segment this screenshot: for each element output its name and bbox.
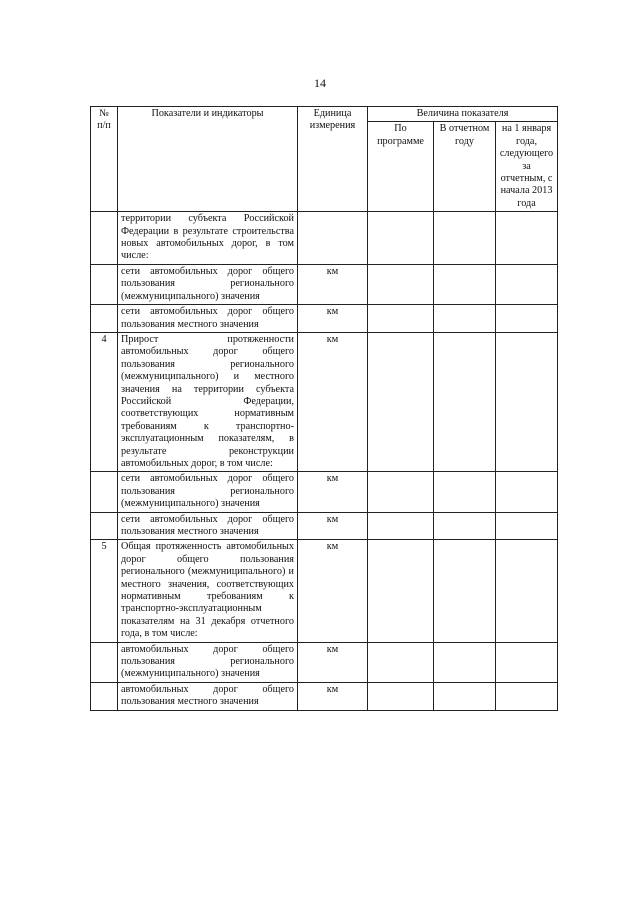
row-value-year — [434, 472, 496, 512]
table-row — [91, 472, 558, 512]
row-unit: км — [298, 642, 368, 682]
table-row — [91, 212, 558, 265]
row-indicator: сети автомобильных дорог общего пользования регионального (межмуниципального) значения — [118, 472, 298, 512]
row-value-program — [368, 682, 434, 710]
row-value-year — [434, 305, 496, 333]
row-unit: км — [298, 305, 368, 333]
table-row — [91, 642, 558, 682]
table-row — [91, 264, 558, 304]
row-indicator: автомобильных дорог общего пользования регионального (межмуниципального) значения — [118, 642, 298, 682]
table-row — [91, 540, 558, 642]
row-unit — [298, 212, 368, 265]
row-indicator: сети автомобильных дорог общего пользования местного значения — [118, 512, 298, 540]
row-number: 5 — [91, 540, 118, 642]
row-value-since — [496, 512, 558, 540]
row-value-since — [496, 540, 558, 642]
row-value-year — [434, 642, 496, 682]
row-value-since — [496, 212, 558, 265]
row-value-year — [434, 212, 496, 265]
row-unit: км — [298, 332, 368, 471]
row-unit: км — [298, 472, 368, 512]
row-indicator: территории субъекта Российской Федерации в результате строительства новых автомобильных дорог, в том числе: — [118, 212, 298, 265]
table-row — [91, 512, 558, 540]
row-unit: км — [298, 512, 368, 540]
row-number — [91, 212, 118, 265]
row-indicator: автомобильных дорог общего пользования местного значения — [118, 682, 298, 710]
row-indicator: сети автомобильных дорог общего пользования регионального (межмуниципального) значения — [118, 264, 298, 304]
table-row — [91, 682, 558, 710]
row-indicator: сети автомобильных дорог общего пользования местного значения — [118, 305, 298, 333]
row-unit: км — [298, 540, 368, 642]
row-value-year — [434, 332, 496, 471]
row-number — [91, 512, 118, 540]
row-value-program — [368, 264, 434, 304]
row-value-program — [368, 512, 434, 540]
row-value-year — [434, 540, 496, 642]
row-value-since — [496, 305, 558, 333]
row-value-year — [434, 682, 496, 710]
row-indicator: Общая протяженность автомобильных дорог общего пользования регионального (межмуниципального) и местного значения, соответствующих нормативным требованиям к транспортно-эксплуатационным показателям на 31 декабря отчетного года, в том числе: — [118, 540, 298, 642]
row-number — [91, 642, 118, 682]
table-row — [91, 305, 558, 333]
row-value-program — [368, 540, 434, 642]
row-value-since — [496, 264, 558, 304]
row-number: 4 — [91, 332, 118, 471]
page-number: 14 — [314, 76, 326, 90]
row-unit: км — [298, 264, 368, 304]
row-value-program — [368, 332, 434, 471]
row-value-since — [496, 332, 558, 471]
row-value-program — [368, 305, 434, 333]
header-in-year: В отчетном году — [434, 122, 496, 212]
row-number — [91, 472, 118, 512]
row-number — [91, 264, 118, 304]
row-value-since — [496, 642, 558, 682]
header-unit: Единица измерения — [298, 107, 368, 212]
header-num: № п/п — [91, 107, 118, 212]
row-number — [91, 305, 118, 333]
row-unit: км — [298, 682, 368, 710]
indicators-table — [90, 106, 558, 711]
header-since: на 1 января года, следующего за отчетным, с начала 2013 года — [496, 122, 558, 212]
row-value-program — [368, 472, 434, 512]
header-by-program: По программе — [368, 122, 434, 212]
row-value-year — [434, 264, 496, 304]
row-value-since — [496, 472, 558, 512]
row-indicator: Прирост протяженности автомобильных дорог общего пользования регионального (межмуниципального) и местного значения на территории субъекта Российской Федерации, соответствующих нормативным требованиям к транспортно-эксплуатационным показателям, в результате реконструкции автомобильных дорог, в том числе: — [118, 332, 298, 471]
row-value-year — [434, 512, 496, 540]
header-value-group: Величина показателя — [368, 107, 558, 122]
table-row — [91, 332, 558, 471]
row-value-program — [368, 212, 434, 265]
row-value-since — [496, 682, 558, 710]
row-value-program — [368, 642, 434, 682]
row-number — [91, 682, 118, 710]
header-indicators: Показатели и индикаторы — [118, 107, 298, 212]
